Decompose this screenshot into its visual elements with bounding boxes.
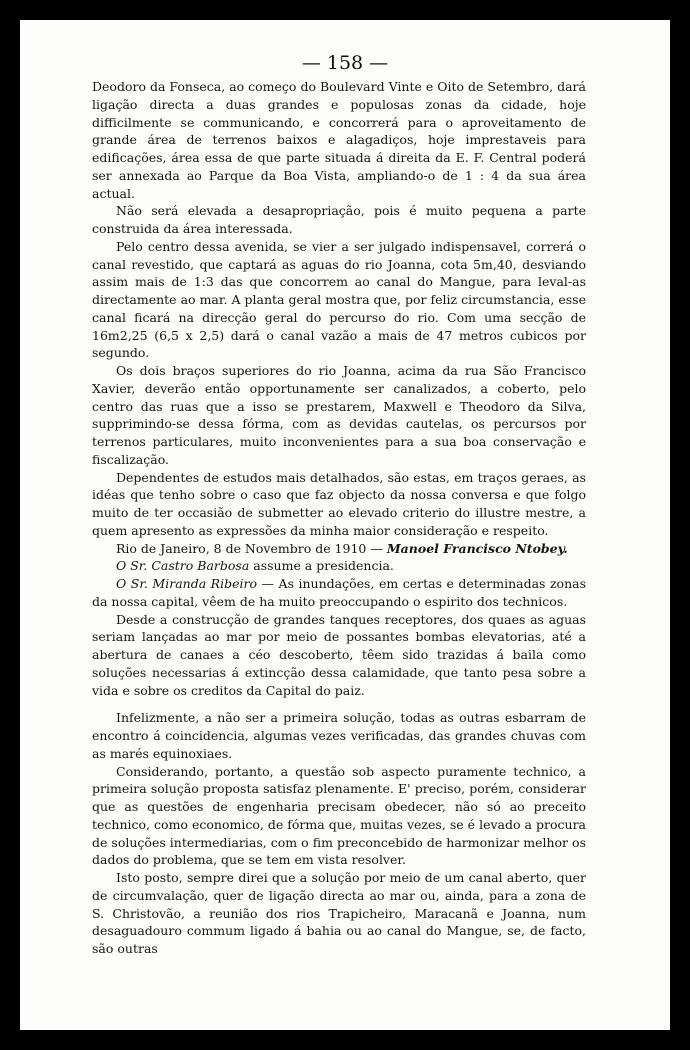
paragraph: Deodoro da Fonseca, ao começo do Boulevard Vinte e Oito de Setembro, dará ligação directa a duas grandes e populosas zonas da cidade, hoje difficilmente se communicando, e concorrerá para o aproveitamento de grande área de terrenos baixos e alagadiços, hoje imprestaveis para edificações, área essa de que parte situada á direita da E. F. Central poderá ser annexada ao Parque da Boa Vista, ampliando-o de 1 : 4 da sua área actual.	[92, 79, 586, 201]
signature-place-date: Rio de Janeiro, 8 de Novembro de 1910 —	[116, 540, 387, 556]
speech-paragraph: Isto posto, sempre direi que a solução por meio de um canal aberto, quer de circumvalação, quer de ligação directa ao mar ou, ainda, para a zona de S. Christovão, a reunião dos rios Trapicheiro, Maracanã e Joanna, num desaguadouro commum ligado á bahia ou ao canal do Mangue, se, de facto, são outras	[92, 870, 586, 956]
speech-intro-text: — As inundações, em certas e determinadas zonas da nossa capital, vêem de ha muito preoccupando o espirito dos technicos.	[92, 576, 587, 609]
presidency-speaker: O Sr. Castro Barbosa	[116, 558, 250, 574]
speech-intro	[92, 575, 586, 611]
paragraph: Os dois braços superiores do rio Joanna, acima da rua São Francisco Xavier, deverão então opportunamente ser canalizados, a coberto, pelo centro das ruas que a isso se prestarem, Maxwell e Theodoro da Silva, supprimindo-se dessa fórma, com as devidas cautelas, os percursos por terrenos particulares, muito inconvenientes para a sua boa conservação e fiscalização.	[92, 363, 586, 467]
signature-line	[92, 540, 586, 558]
page-body	[92, 78, 586, 958]
paragraph: Dependentes de estudos mais detalhados, são estas, em traços geraes, as idéas que tenho sobre o caso que faz objecto da nossa conversa e que folgo muito de ter occasião de submetter ao elevado criterio do illustre mestre, a quem apresento as expressões da minha maior consideração e respeito.	[92, 469, 586, 538]
signature-author: Manoel Francisco Ntobey.	[386, 540, 568, 556]
speech-speaker: O Sr. Miranda Ribeiro	[116, 576, 257, 591]
presidency-note	[92, 557, 586, 575]
document-page	[20, 20, 670, 1030]
page-number: — 158 —	[301, 52, 389, 74]
speech-paragraph: Considerando, portanto, a questão sob aspecto puramente technico, a primeira solução proposta satisfaz plenamente. E' preciso, porém, considerar que as questões de engenharia precisam obedecer, não só ao preceito technico, como economico, de fórma que, muitas vezes, se é levado a procura de soluções intermediarias, com o fim preconcebido de harmonizar melhor os dados do problema, que se tem em vista resolver.	[92, 763, 586, 868]
paragraph: Pelo centro dessa avenida, se vier a ser julgado indispensavel, correrá o canal revestido, que captará as aguas do rio Joanna, cota 5m,40, desviando assim mais de 1:3 das que concorrem ao canal do Mangue, para leval-as directamente ao mar. A planta geral mostra que, por feliz circumstancia, esse canal ficará na direcção geral do percurso do rio. Com uma secção de 16m2,25 (6,5 x 2,5) dará o canal vazão a mais de 47 metros cubicos por segundo.	[92, 238, 586, 361]
speech-paragraph: Desde a construcção de grandes tanques receptores, dos quaes as aguas seriam lançadas ao mar por meio de possantes bombas elevatorias, até a abertura de canaes a céo descoberto, têem sido trazidas á baila como soluções necessarias á extincção dessa calamidade, que tanto pesa sobre a vida e sobre os creditos da Capital do paiz.	[92, 611, 586, 698]
presidency-text: assume a presidencia.	[249, 558, 394, 574]
speech-paragraph: Infelizmente, a não ser a primeira solução, todas as outras esbarram de encontro á coincidencia, algumas vezes verificadas, das grandes chuvas com as marés equinoxiaes.	[92, 710, 586, 761]
paragraph: Não será elevada a desapropriação, pois é muito pequena a parte construida da área interessada.	[92, 203, 586, 236]
